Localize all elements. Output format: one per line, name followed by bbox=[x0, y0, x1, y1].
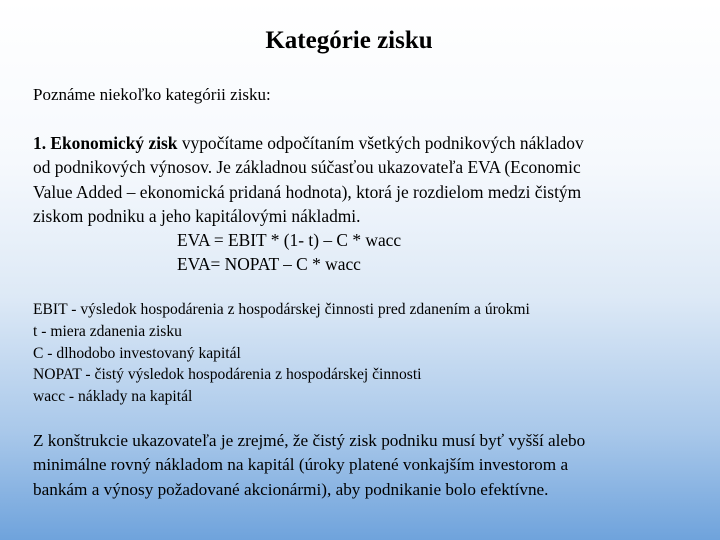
definition-item: wacc - náklady na kapitál bbox=[33, 388, 193, 406]
conclusion-line: minimálne rovný nákladom na kapitál (úroky platené vonkajším investorom a bbox=[33, 455, 569, 475]
definitions-list bbox=[33, 299, 530, 408]
definition-item: t - miera zdanenia zisku bbox=[33, 322, 182, 340]
definition-item: NOPAT - čistý výsledok hospodárenia z hospodárskej činnosti bbox=[33, 366, 422, 384]
intro-text: Poznáme niekoľko kategórii zisku: bbox=[33, 85, 271, 104]
formula-eva-ebit: EVA = EBIT * (1- t) – C * wacc bbox=[177, 230, 402, 251]
section-line-2: od podnikových výnosov. Je základnou súčasťou ukazovateľa EVA (Economic bbox=[33, 157, 581, 178]
definition-item: C - dlhodobo investovaný kapitál bbox=[33, 344, 241, 362]
section-heading: 1. Ekonomický zisk bbox=[33, 133, 178, 153]
conclusion-paragraph bbox=[33, 429, 585, 502]
formula-eva-nopat: EVA= NOPAT – C * wacc bbox=[177, 254, 361, 275]
slide-title: Kategórie zisku bbox=[265, 27, 433, 54]
section-line-4: ziskom podniku a jeho kapitálovými nákladmi. bbox=[33, 205, 361, 226]
section-economic-profit bbox=[33, 131, 713, 277]
conclusion-line: Z konštrukcie ukazovateľa je zrejmé, že čistý zisk podniku musí byť vyšší alebo bbox=[33, 431, 586, 450]
section-line-1-rest: vypočítame odpočítaním všetkých podnikových nákladov bbox=[177, 133, 584, 153]
conclusion-line: bankám a výnosy požadované akcionármi), aby podnikanie bolo efektívne. bbox=[33, 479, 549, 499]
section-line-3: Value Added – ekonomická pridaná hodnota), ktorá je rozdielom medzi čistým bbox=[33, 181, 582, 202]
definition-item: EBIT - výsledok hospodárenia z hospodárskej činnosti pred zdanením a úrokmi bbox=[33, 301, 530, 318]
section-line-1 bbox=[33, 131, 713, 155]
